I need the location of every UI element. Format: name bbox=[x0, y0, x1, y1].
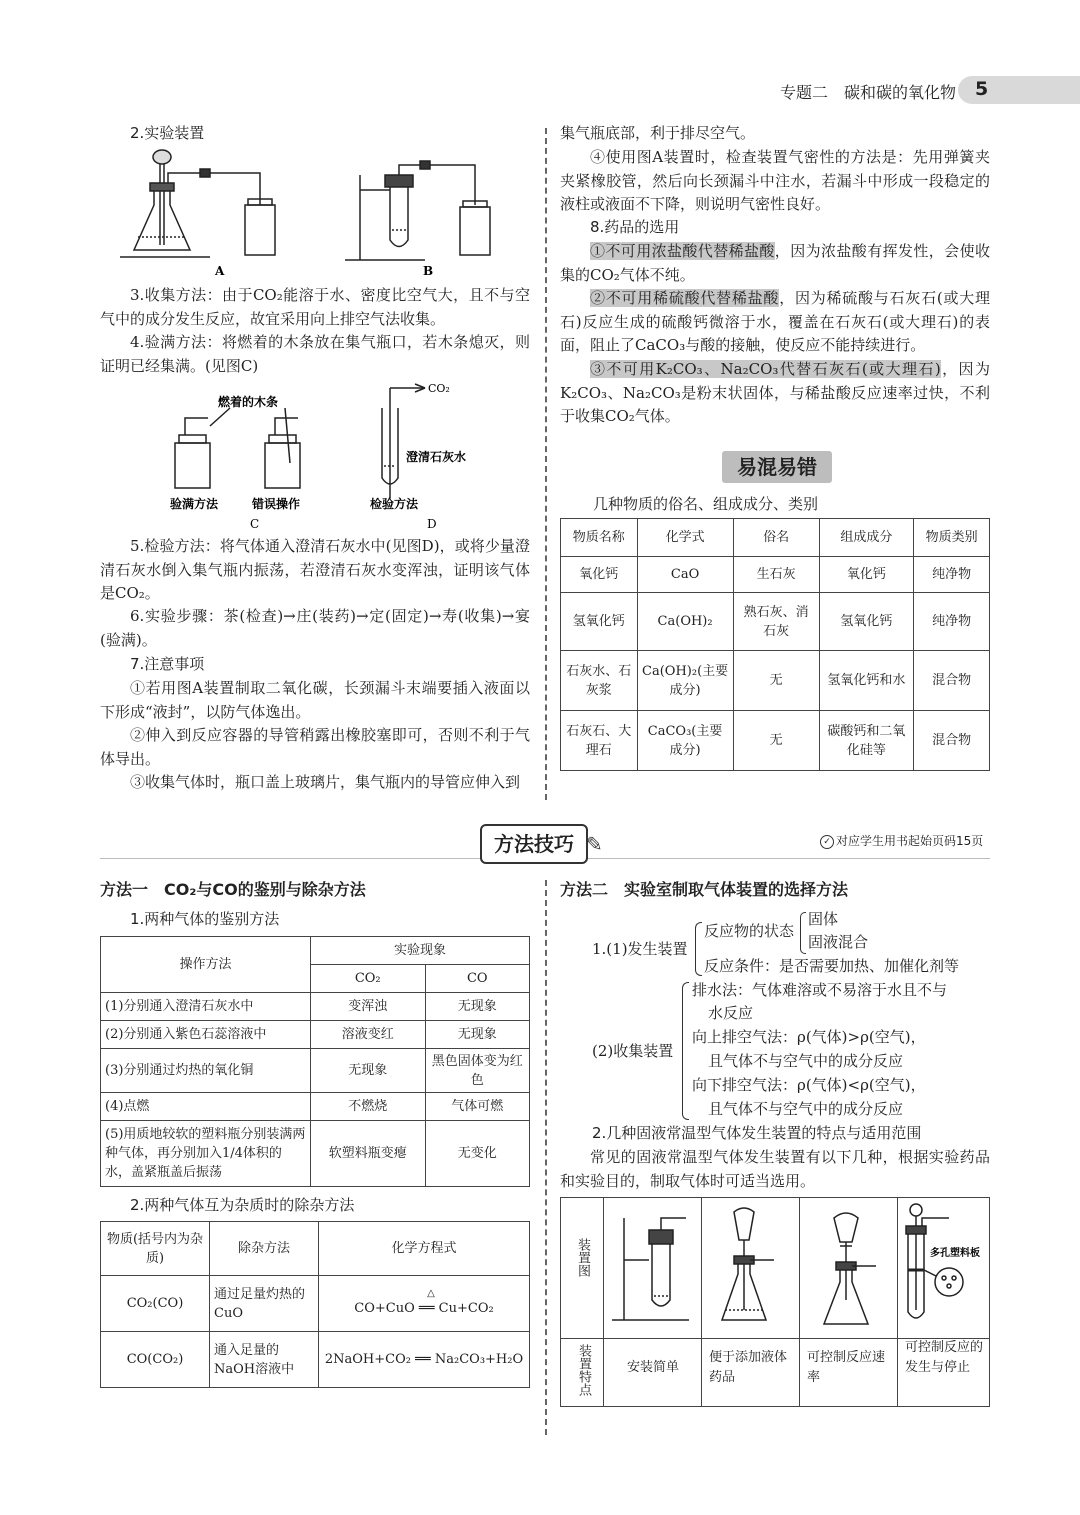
gen-condition: 反应条件：是否需要加热、加催化剂等 bbox=[704, 957, 960, 975]
cell: CO₂(CO) bbox=[101, 1276, 210, 1332]
method2-title: 方法二 实验室制取气体装置的选择方法 bbox=[560, 880, 849, 899]
table-row bbox=[101, 1093, 530, 1121]
th-name: 物质名称 bbox=[561, 519, 638, 557]
th-category: 物质类别 bbox=[914, 519, 990, 557]
cell: 不燃烧 bbox=[310, 1093, 425, 1121]
th-common: 俗名 bbox=[733, 519, 819, 557]
wrong-op-label: 错误操作 bbox=[252, 497, 301, 511]
feature-3: 可控制反应速率 bbox=[807, 1350, 886, 1385]
table-row bbox=[101, 993, 530, 1021]
method1-sub1: 1.两种气体的鉴别方法 bbox=[130, 910, 280, 928]
note-3-continued: 集气瓶底部，利于排尽空气。 bbox=[560, 124, 756, 142]
cell: 无现象 bbox=[425, 993, 530, 1021]
feature-4: 可控制反应的发生与停止 bbox=[905, 1340, 984, 1375]
th-removal: 除杂方法 bbox=[210, 1222, 319, 1276]
table-row bbox=[561, 651, 990, 711]
note-2: ②伸入到反应容器的导管稍露出橡胶塞即可，否则不利于气体导出。 bbox=[100, 726, 530, 768]
drug-note-3-rest: ，因为K₂CO₃、Na₂CO₃是粉末状固体，与稀盐酸反应速率过快，不利于收集CO₂气体。 bbox=[560, 360, 990, 425]
confuse-intro: 几种物质的俗名、组成成分、类别 bbox=[593, 495, 819, 513]
collect-down-1: 向下排空气法：ρ(气体)<ρ(空气)， bbox=[692, 1076, 926, 1094]
table-row bbox=[101, 1121, 530, 1187]
drug-note-2-highlight: ②不可用稀硫酸代替稀盐酸 bbox=[590, 289, 780, 307]
cell: CO(CO₂) bbox=[101, 1332, 210, 1388]
drug-note-3-highlight: ③不可用K₂CO₃、Na₂CO₃代替石灰石(或大理石) bbox=[590, 360, 941, 378]
cell: 碳酸钙和二氧化硅等 bbox=[819, 711, 914, 771]
limewater-label: 澄清石灰水 bbox=[406, 450, 467, 464]
table-row bbox=[561, 711, 990, 771]
check-full-label: 验满方法 bbox=[170, 497, 219, 511]
co2-label: CO₂ bbox=[428, 382, 450, 395]
apparatus-figure-ab bbox=[120, 145, 540, 280]
device-funnel-flask bbox=[722, 1208, 774, 1320]
device-separatory-funnel bbox=[824, 1213, 876, 1324]
cell: (4)点燃 bbox=[101, 1093, 311, 1121]
fig-label-b: B bbox=[423, 264, 434, 278]
note-3: ③收集气体时，瓶口盖上玻璃片，集气瓶内的导管应伸入到 bbox=[130, 773, 521, 791]
cell: 纯净物 bbox=[914, 557, 990, 593]
cell: 无变化 bbox=[425, 1121, 530, 1187]
full-method: 4.验满方法：将燃着的木条放在集气瓶口，若木条熄灭，则证明已经集满。(见图C) bbox=[100, 333, 530, 375]
drug-note-2-rest: ，因为稀硫酸与石灰石(或大理石)反应生成的硫酸钙微溶于水，覆盖在石灰石(或大理石)的表面，阻止了CaCO₃与酸的接触，使反应不能持续进行。 bbox=[560, 289, 990, 354]
device-figures bbox=[604, 1200, 988, 1336]
cell: Ca(OH)₂(主要成分) bbox=[637, 651, 733, 711]
collect-label: (2)收集装置 bbox=[592, 1042, 674, 1060]
drug-title: 8.药品的选用 bbox=[590, 218, 680, 236]
cell: 生石灰 bbox=[733, 557, 819, 593]
drug-note-1 bbox=[560, 240, 990, 287]
cell: 石灰石、大理石 bbox=[561, 711, 638, 771]
cell: 无 bbox=[733, 711, 819, 771]
cell: 混合物 bbox=[914, 651, 990, 711]
equation-cell bbox=[319, 1276, 530, 1332]
collect-brace bbox=[682, 982, 689, 1120]
cell: CaO bbox=[637, 557, 733, 593]
method1-title: 方法一 CO₂与CO的鉴别与除杂方法 bbox=[100, 880, 366, 899]
identify-table bbox=[100, 936, 530, 1187]
cell: 氧化钙 bbox=[561, 557, 638, 593]
collect-method: 3.收集方法：由于CO₂能溶于水、密度比空气大，且不与空气中的成分发生反应，故宜采用向上排空气法收集。 bbox=[100, 286, 530, 328]
cell: 熟石灰、消石灰 bbox=[733, 593, 819, 651]
cell: 纯净物 bbox=[914, 593, 990, 651]
feature-2: 便于添加液体药品 bbox=[709, 1350, 788, 1385]
table-row bbox=[101, 1332, 530, 1388]
test-method: 5.检验方法：将气体通入澄清石灰水中(见图D)，或将少量澄清石灰水倒入集气瓶内振荡，若澄清石灰水变浑浊，证明该气体是CO₂。 bbox=[100, 537, 530, 602]
table-row bbox=[561, 557, 990, 593]
cell: (3)分别通过灼热的氧化铜 bbox=[101, 1049, 311, 1093]
gen-brace bbox=[695, 922, 702, 976]
note-4: ④使用图A装置时，检查装置气密性的方法是：先用弹簧夹夹紧橡胶管，然后向长颈漏斗中注水，若漏斗中形成一段稳定的液柱或液面不下降，则说明气密性良好。 bbox=[560, 148, 990, 213]
feature-1: 安装简单 bbox=[626, 1360, 679, 1375]
drug-note-1-highlight: ①不可用浓盐酸代替稀盐酸 bbox=[590, 242, 775, 260]
heat-symbol: △ bbox=[427, 1288, 435, 1299]
header-topic: 专题二 碳和碳的氧化物 bbox=[780, 83, 957, 102]
confuse-banner: 易混易错 bbox=[722, 451, 832, 483]
cell: 气体可燃 bbox=[425, 1093, 530, 1121]
gen-solid: 固体 bbox=[808, 910, 839, 928]
collect-up-2: 且气体不与空气中的成分反应 bbox=[708, 1052, 904, 1070]
cell: 黑色固体变为红色 bbox=[425, 1049, 530, 1093]
method1-sub2: 2.两种气体互为杂质时的除杂方法 bbox=[130, 1196, 355, 1214]
row-label-figure: 装置图 bbox=[575, 1238, 590, 1277]
method2-para: 常见的固液常温型气体发生装置有以下几种，根据实验药品和实验目的，制取气体时可适当选用。 bbox=[560, 1148, 990, 1190]
test-method-label: 检验方法 bbox=[370, 497, 419, 511]
device-table bbox=[560, 1197, 990, 1407]
apparatus-b bbox=[345, 161, 490, 260]
cell: 2NaOH+CO₂ ══ Na₂CO₃+H₂O bbox=[319, 1332, 530, 1388]
cell: 溶液变红 bbox=[310, 1021, 425, 1049]
collect-up-1: 向上排空气法：ρ(气体)>ρ(空气)， bbox=[692, 1028, 926, 1046]
device-perforated-plate bbox=[906, 1204, 963, 1318]
cell: (1)分别通入澄清石灰水中 bbox=[101, 993, 311, 1021]
note-1: ①若用图A装置制取二氧化碳，长颈漏斗末端要插入液面以下形成“液封”，以防气体逸出。 bbox=[100, 679, 530, 721]
collect-water-1: 排水法：气体难溶或不易溶于水且不与 bbox=[692, 981, 948, 999]
collect-down-2: 且气体不与空气中的成分反应 bbox=[708, 1100, 904, 1118]
th-substance: 物质(括号内为杂质) bbox=[101, 1222, 210, 1276]
notes-title: 7.注意事项 bbox=[130, 655, 205, 673]
cell: 无 bbox=[733, 651, 819, 711]
column-divider-top bbox=[545, 128, 547, 800]
gen-state: 反应物的状态 bbox=[704, 922, 795, 940]
cell: 通入足量的NaOH溶液中 bbox=[210, 1332, 319, 1388]
gen-label: 1.(1)发生装置 bbox=[592, 940, 688, 958]
impurity-table bbox=[100, 1221, 530, 1388]
th-composition: 组成成分 bbox=[819, 519, 914, 557]
fig-label-c: C bbox=[250, 517, 260, 531]
row-label-feature: 装置特点 bbox=[576, 1344, 591, 1396]
equation-text: CO+CuO ══ Cu+CO₂ bbox=[354, 1301, 494, 1316]
cell: 变浑浊 bbox=[310, 993, 425, 1021]
method2-sub2: 2.几种固液常温型气体发生装置的特点与适用范围 bbox=[592, 1124, 922, 1142]
drug-note-3 bbox=[560, 358, 990, 429]
substance-table bbox=[560, 518, 990, 771]
cell: (2)分别通入紫色石蕊溶液中 bbox=[101, 1021, 311, 1049]
cell: CaCO₃(主要成分) bbox=[637, 711, 733, 771]
perforated-plate-label: 多孔塑料板 bbox=[930, 1248, 980, 1259]
th-equation: 化学方程式 bbox=[319, 1222, 530, 1276]
th-formula: 化学式 bbox=[637, 519, 733, 557]
th-phenomenon: 实验现象 bbox=[310, 937, 529, 965]
apparatus-figure-cd bbox=[160, 378, 500, 533]
table-row bbox=[101, 1021, 530, 1049]
cell: 氧化钙 bbox=[819, 557, 914, 593]
page-ref: 对应学生用书起始页码15页 bbox=[836, 834, 984, 848]
cell: 石灰水、石灰浆 bbox=[561, 651, 638, 711]
gen-solid-liquid: 固液混合 bbox=[808, 933, 869, 951]
pencil-ruler-icon: ✎ bbox=[586, 832, 603, 856]
experiment-steps: 6.实验步骤：茶(检查)→庄(装药)→定(固定)→寿(收集)→宴(验满)。 bbox=[100, 607, 530, 649]
cell: Ca(OH)₂ bbox=[637, 593, 733, 651]
cell: 通过足量灼热的CuO bbox=[210, 1276, 319, 1332]
cell: 氢氧化钙和水 bbox=[819, 651, 914, 711]
cell: 混合物 bbox=[914, 711, 990, 771]
drug-note-1-rest: ，因为浓盐酸有挥发性，会使收集的CO₂气体不纯。 bbox=[560, 242, 990, 284]
fig-label-a: A bbox=[215, 264, 225, 278]
table-row bbox=[101, 1276, 530, 1332]
cell: 无现象 bbox=[425, 1021, 530, 1049]
th-co: CO bbox=[425, 965, 530, 993]
cell: 氢氧化钙 bbox=[819, 593, 914, 651]
page-number: 5 bbox=[975, 78, 989, 100]
device-test-tube bbox=[612, 1218, 689, 1320]
collect-water-2: 水反应 bbox=[708, 1004, 754, 1022]
table-row bbox=[101, 1049, 530, 1093]
column-divider-bottom bbox=[545, 880, 547, 1435]
cell: 无现象 bbox=[310, 1049, 425, 1093]
burning-stick-label: 燃着的木条 bbox=[218, 395, 279, 409]
fig-label-d: D bbox=[427, 517, 437, 531]
drug-note-2 bbox=[560, 287, 990, 358]
method-banner: 方法技巧 bbox=[480, 824, 588, 864]
apparatus-a bbox=[120, 150, 275, 257]
th-operation: 操作方法 bbox=[101, 937, 311, 993]
cell: 氢氧化钙 bbox=[561, 593, 638, 651]
cell: 软塑料瓶变瘪 bbox=[310, 1121, 425, 1187]
check-circle-icon: ✓ bbox=[820, 835, 834, 849]
gen-state-brace bbox=[800, 912, 806, 954]
cell: (5)用质地较软的塑料瓶分别装满两种气体，再分别加入1/4体积的水，盖紧瓶盖后振荡 bbox=[101, 1121, 311, 1187]
th-co2: CO₂ bbox=[310, 965, 425, 993]
table-row bbox=[561, 593, 990, 651]
apparatus-title: 2.实验装置 bbox=[130, 124, 205, 142]
